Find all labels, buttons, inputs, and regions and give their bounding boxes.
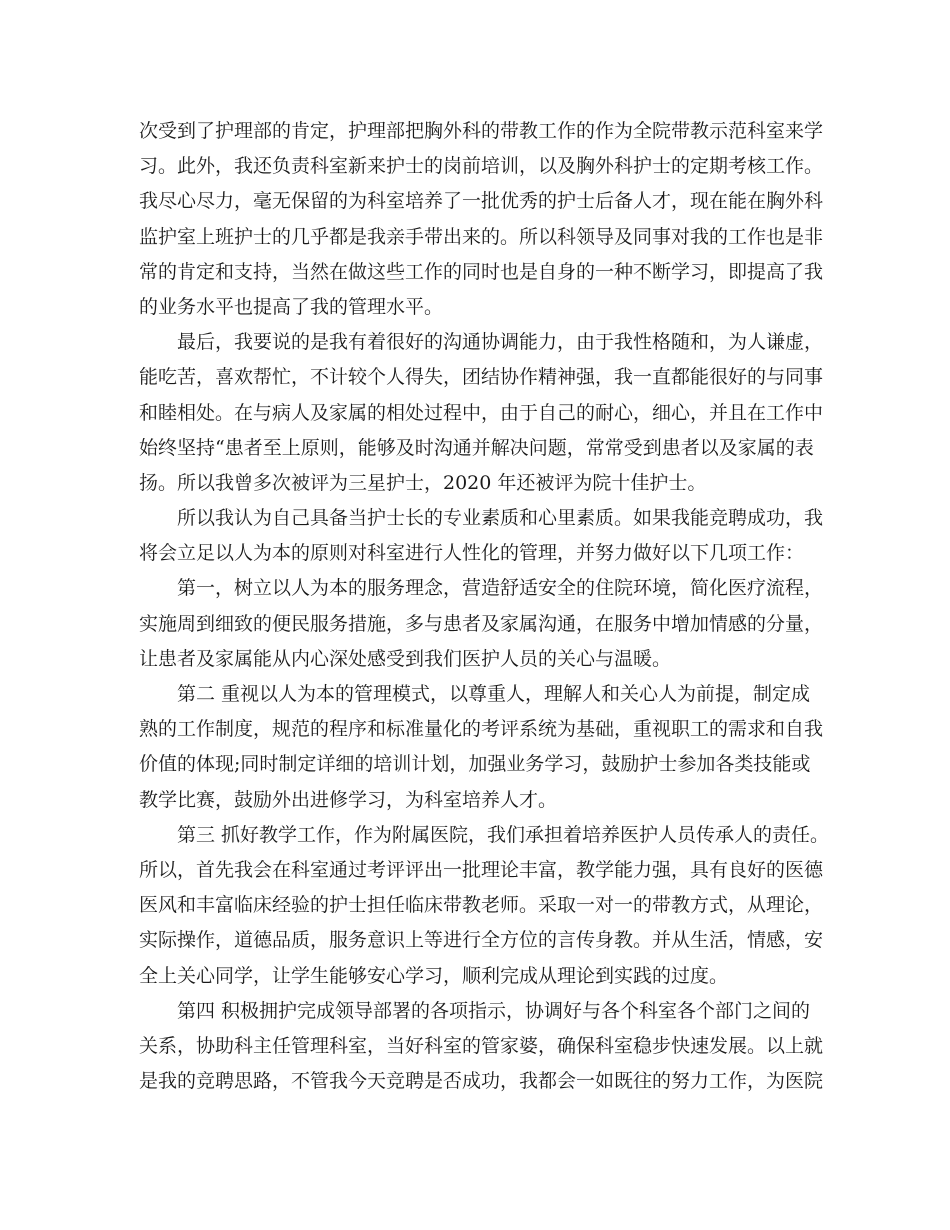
text-line: 第四 积极拥护完成领导部署的各项指示，协调好与各个科室各个部门之间的 <box>177 999 811 1022</box>
text-line: 关系，协助科主任管理科室，当好科室的管家婆，确保科室稳步快速发展。以上就 <box>139 1034 824 1057</box>
text-line: 我尽心尽力，毫无保留的为科室培养了一批优秀的护士后备人才，现在能在胸外科 <box>139 190 824 213</box>
text-line: 第一，树立以人为本的服务理念，营造舒适安全的住院环境，简化医疗流程， <box>177 577 824 600</box>
text-line: 所以我认为自己具备当护士长的专业素质和心里素质。如果我能竞聘成功，我 <box>177 507 824 530</box>
text-line: 始终坚持“患者至上原则，能够及时沟通并解决问题，常常受到患者以及家属的表 <box>139 436 814 459</box>
text-line: 次受到了护理部的肯定，护理部把胸外科的带教工作的作为全院带教示范科室来学 <box>139 120 824 142</box>
text-line: 扬。所以我曾多次被评为三星护士，2020 年还被评为院十佳护士。 <box>139 471 707 494</box>
text-line: 是我的竞聘思路，不管我今天竞聘是否成功，我都会一如既往的努力工作，为医院 <box>139 1070 824 1093</box>
text-line: 教学比赛，鼓励外出进修学习，为科室培养人才。 <box>139 788 558 811</box>
text-line: 和睦相处。在与病人及家属的相处过程中，由于自己的耐心，细心，并且在工作中 <box>139 401 824 424</box>
text-line: 让患者及家属能从内心深处感受到我们医护人员的关心与温暖。 <box>139 647 672 670</box>
text-line: 能吃苦，喜欢帮忙，不计较个人得失，团结协作精神强，我一直都能很好的与同事 <box>139 366 824 389</box>
text-line: 价值的体现;同时制定详细的培训计划，加强业务学习，鼓励护士参加各类技能或 <box>139 753 811 776</box>
text-line: 第二 重视以人为本的管理模式，以尊重人，理解人和关心人为前提，制定成 <box>177 683 811 705</box>
text-line: 的业务水平也提高了我的管理水平。 <box>139 295 444 318</box>
text-line: 常的肯定和支持，当然在做这些工作的同时也是自身的一种不断学习，即提高了我 <box>139 260 824 283</box>
text-line: 医风和丰富临床经验的护士担任临床带教老师。采取一对一的带教方式，从理论， <box>139 894 824 917</box>
text-line: 实际操作，道德品质，服务意识上等进行全方位的言传身教。并从生活，情感，安 <box>139 929 824 952</box>
text-line: 将会立足以人为本的原则对科室进行人性化的管理，并努力做好以下几项工作： <box>139 542 805 565</box>
text-line: 第三 抓好教学工作，作为附属医院，我们承担着培养医护人员传承人的责任。 <box>177 823 830 846</box>
text-line: 监护室上班护士的几乎都是我亲手带出来的。所以科领导及同事对我的工作也是非 <box>139 225 824 248</box>
text-line: 熟的工作制度，规范的程序和标准量化的考评系统为基础，重视职工的需求和自我 <box>139 718 824 741</box>
text-line: 最后，我要说的是我有着很好的沟通协调能力，由于我性格随和，为人谦虚， <box>177 331 824 354</box>
text-line: 所以，首先我会在科室通过考评评出一批理论丰富，教学能力强，具有良好的医德 <box>139 858 824 881</box>
text-line: 全上关心同学，让学生能够安心学习，顺利完成从理论到实践的过度。 <box>139 964 729 987</box>
document-body <box>139 114 829 1099</box>
text-line: 实施周到细致的便民服务措施，多与患者及家属沟通，在服务中增加情感的分量， <box>139 612 824 635</box>
text-line: 习。此外，我还负责科室新来护士的岗前培训，以及胸外科护士的定期考核工作。 <box>139 155 824 178</box>
